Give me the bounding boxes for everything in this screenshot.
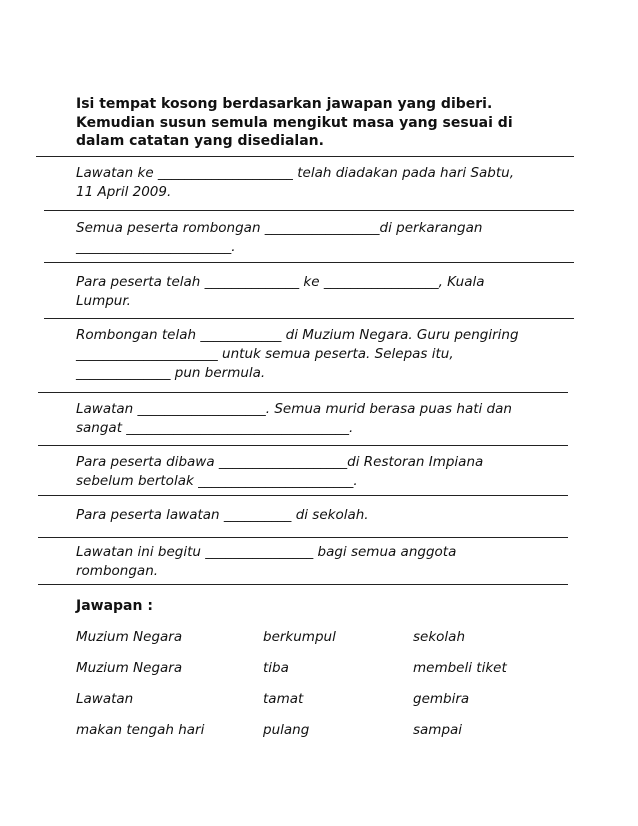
answer-word: sekolah bbox=[413, 629, 465, 645]
answer-word: gembira bbox=[413, 691, 470, 707]
answer-word: tamat bbox=[263, 691, 304, 707]
sentence-line: _______________________. bbox=[76, 239, 236, 255]
answer-row bbox=[76, 628, 546, 659]
sentence-line: ______________ pun bermula. bbox=[76, 365, 266, 381]
sentence-line: sebelum bertolak _______________________. bbox=[76, 473, 358, 489]
answers-heading: Jawapan : bbox=[76, 598, 153, 614]
answer-word: sampai bbox=[413, 722, 463, 738]
sentence-line: Lumpur. bbox=[76, 293, 131, 309]
divider-line bbox=[38, 537, 568, 538]
sentence-line: sangat _________________________________. bbox=[76, 420, 354, 436]
sentence-line: _____________________ untuk semua peserta. Selepas itu, bbox=[76, 346, 454, 362]
divider-line bbox=[38, 392, 568, 393]
sentence-line: Lawatan ini begitu ________________ bagi semua anggota bbox=[76, 544, 457, 560]
sentence-item-7 bbox=[76, 506, 561, 525]
answer-word: makan tengah hari bbox=[76, 722, 205, 738]
answer-word: berkumpul bbox=[263, 629, 336, 645]
answer-row bbox=[76, 690, 546, 721]
sentence-item-2 bbox=[76, 219, 561, 257]
answer-row bbox=[76, 659, 546, 690]
divider-line bbox=[36, 156, 574, 157]
answers-grid bbox=[76, 628, 546, 752]
divider-line bbox=[44, 318, 574, 319]
answer-word: Lawatan bbox=[76, 691, 134, 707]
sentence-line: Rombongan telah ____________ di Muzium Negara. Guru pengiring bbox=[76, 327, 519, 343]
divider-line bbox=[44, 262, 574, 263]
sentence-item-1 bbox=[76, 164, 561, 202]
answer-word: Muzium Negara bbox=[76, 660, 183, 676]
answer-word: tiba bbox=[263, 660, 289, 676]
divider-line bbox=[38, 584, 568, 585]
sentence-line: Para peserta dibawa ___________________di Restoran Impiana bbox=[76, 454, 484, 470]
sentence-line: Para peserta lawatan __________ di sekolah. bbox=[76, 507, 369, 523]
sentence-line: Lawatan ___________________. Semua murid berasa puas hati dan bbox=[76, 401, 512, 417]
sentence-item-3 bbox=[76, 273, 561, 311]
instruction-text: Isi tempat kosong berdasarkan jawapan yang diberi. Kemudian susun semula mengikut masa yang sesuai di dalam catatan yang disedialan. bbox=[76, 96, 513, 149]
answer-word: Muzium Negara bbox=[76, 629, 183, 645]
answer-word: membeli tiket bbox=[413, 660, 507, 676]
sentence-line: 11 April 2009. bbox=[76, 184, 172, 200]
divider-line bbox=[38, 445, 568, 446]
sentence-item-5 bbox=[76, 400, 561, 438]
sentence-item-6 bbox=[76, 453, 561, 491]
divider-line bbox=[44, 210, 574, 211]
sentence-line: rombongan. bbox=[76, 563, 159, 579]
sentence-item-8 bbox=[76, 543, 561, 581]
sentence-item-4 bbox=[76, 326, 561, 383]
answer-row bbox=[76, 721, 546, 752]
sentence-line: Para peserta telah ______________ ke _________________, Kuala bbox=[76, 274, 485, 290]
sentence-line: Semua peserta rombongan _________________di perkarangan bbox=[76, 220, 483, 236]
answer-word: pulang bbox=[263, 722, 310, 738]
sentence-line: Lawatan ke ____________________ telah diadakan pada hari Sabtu, bbox=[76, 165, 515, 181]
divider-line bbox=[38, 495, 568, 496]
